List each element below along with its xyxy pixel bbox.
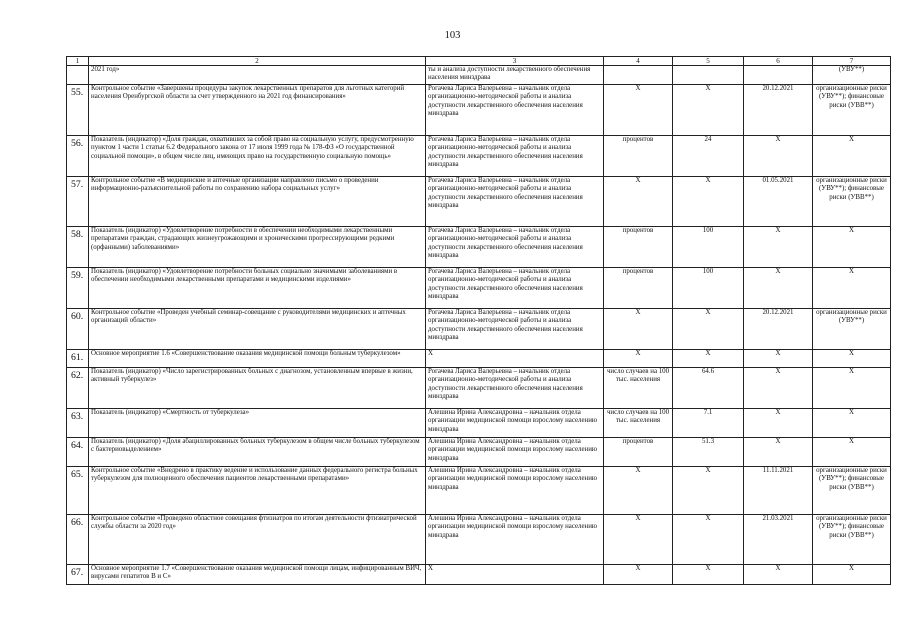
plan-table xyxy=(66,56,891,585)
deadline-date: X xyxy=(744,409,813,438)
unit-of-measure: число случаев на 100 тыс. населения xyxy=(604,368,673,409)
target-value: 64.6 xyxy=(673,368,744,409)
target-value: X xyxy=(673,177,744,227)
row-number: 56. xyxy=(67,136,89,177)
unit-of-measure: процентов xyxy=(604,136,673,177)
table-row xyxy=(67,409,891,438)
responsible: ты и анализа доступности лекарственного обеспечения населения минздрава xyxy=(426,66,604,85)
unit-of-measure: процентов xyxy=(604,438,673,467)
target-value: 24 xyxy=(673,136,744,177)
row-number: 64. xyxy=(67,438,89,467)
risk-description: организационные риски (УВУ**); финансовые риски (УВВ**) xyxy=(813,467,891,515)
column-header: 5 xyxy=(673,57,744,66)
table-row xyxy=(67,309,891,350)
table-row xyxy=(67,350,891,368)
risk-description: X xyxy=(813,565,891,585)
row-number: 59. xyxy=(67,268,89,309)
row-number: 63. xyxy=(67,409,89,438)
responsible: Алешина Ирина Александровна – начальник отдела организации медицинской помощи взрослому населению минздрава xyxy=(426,438,604,467)
column-header: 3 xyxy=(426,57,604,66)
risk-description: организационные риски (УВУ**); финансовые риски (УВВ**) xyxy=(813,85,891,136)
responsible: Рогачева Лариса Валерьевна – начальник отдела организационно-методической работы и анализа доступности лекарственного обеспечения населения минздрава xyxy=(426,309,604,350)
row-number: 62. xyxy=(67,368,89,409)
deadline-date: X xyxy=(744,565,813,585)
event-name: Показатель (индикатор) «Удовлетворение потребности в обеспечении необходимыми лекарственными препаратами граждан, страдающих жизнеугрожающими и хроническими прогрессирующими редкими (орфанными) заболеваниями» xyxy=(89,227,426,268)
risk-description: X xyxy=(813,350,891,368)
table-row xyxy=(67,66,891,85)
deadline-date: 01.05.2021 xyxy=(744,177,813,227)
unit-of-measure: X xyxy=(604,309,673,350)
target-value: X xyxy=(673,309,744,350)
deadline-date xyxy=(744,66,813,85)
unit-of-measure: X xyxy=(604,350,673,368)
column-header: 1 xyxy=(67,57,89,66)
table-row xyxy=(67,438,891,467)
table-row xyxy=(67,136,891,177)
unit-of-measure: X xyxy=(604,565,673,585)
deadline-date: X xyxy=(744,268,813,309)
event-name: Показатель (индикатор) «Смертность от туберкулеза» xyxy=(89,409,426,438)
column-header: 7 xyxy=(813,57,891,66)
risk-description: X xyxy=(813,409,891,438)
risk-description: организационные риски (УВУ**); финансовые риски (УВВ**) xyxy=(813,177,891,227)
target-value: X xyxy=(673,565,744,585)
row-number: 55. xyxy=(67,85,89,136)
event-name: Основное мероприятие 1.6 «Совершенствование оказания медицинской помощи больным туберкулезом» xyxy=(89,350,426,368)
responsible: Рогачева Лариса Валерьевна – начальник отдела организационно-методической работы и анализа доступности лекарственного обеспечения населения минздрава xyxy=(426,136,604,177)
risk-description: организационные риски (УВУ**) xyxy=(813,309,891,350)
row-number: 60. xyxy=(67,309,89,350)
page-number: 103 xyxy=(444,30,461,41)
table-row xyxy=(67,368,891,409)
column-header: 2 xyxy=(89,57,426,66)
responsible: Рогачева Лариса Валерьевна – начальник отдела организационно-методической работы и анализа доступности лекарственного обеспечения населения минздрава xyxy=(426,227,604,268)
unit-of-measure: число случаев на 100 тыс. населения xyxy=(604,409,673,438)
table-row xyxy=(67,85,891,136)
column-header-row xyxy=(67,57,891,66)
row-number xyxy=(67,66,89,85)
deadline-date: 20.12.2021 xyxy=(744,85,813,136)
responsible: Рогачева Лариса Валерьевна – начальник отдела организационно-методической работы и анализа доступности лекарственного обеспечения населения минздрава xyxy=(426,177,604,227)
event-name: Показатель (индикатор) «Доля абациллированных больных туберкулезом в общем числе больных туберкулезом с бактериовыделением» xyxy=(89,438,426,467)
unit-of-measure: X xyxy=(604,177,673,227)
target-value: X xyxy=(673,515,744,565)
deadline-date: 11.11.2021 xyxy=(744,467,813,515)
row-number: 66. xyxy=(67,515,89,565)
row-number: 57. xyxy=(67,177,89,227)
unit-of-measure: X xyxy=(604,515,673,565)
deadline-date: X xyxy=(744,136,813,177)
responsible: Алешина Ирина Александровна – начальник отдела организации медицинской помощи взрослому населению минздрава xyxy=(426,409,604,438)
responsible: Алешина Ирина Александровна – начальник отдела организации медицинской помощи взрослому населению минздрава xyxy=(426,515,604,565)
event-name: Контрольное событие «Завершены процедуры закупок лекарственных препаратов для льготных категорий населения Оренбургской области за счет утвержденного на 2021 год финансирования» xyxy=(89,85,426,136)
target-value: X xyxy=(673,85,744,136)
deadline-date: 21.03.2021 xyxy=(744,515,813,565)
event-name: Показатель (индикатор) «Удовлетворение потребности больных социально значимыми заболеваниями в обеспечении необходимыми лекарственными препаратами и медицинскими изделиями» xyxy=(89,268,426,309)
unit-of-measure: процентов xyxy=(604,227,673,268)
table-row xyxy=(67,268,891,309)
deadline-date: X xyxy=(744,350,813,368)
event-name: Контрольное событие «Внедрено в практику ведение и использование данных федерального регистра больных туберкулезом для полноценного обеспечения пациентов лекарственными препаратами» xyxy=(89,467,426,515)
unit-of-measure xyxy=(604,66,673,85)
risk-description: организационные риски (УВУ**); финансовые риски (УВВ**) xyxy=(813,515,891,565)
event-name: Контрольное событие «Проведено областное совещания фтизиатров по итогам деятельности фтизиатрической службы области за 2020 год» xyxy=(89,515,426,565)
table-row xyxy=(67,467,891,515)
risk-description: (УВУ**) xyxy=(813,66,891,85)
target-value xyxy=(673,66,744,85)
risk-description: X xyxy=(813,368,891,409)
target-value: 51.3 xyxy=(673,438,744,467)
target-value: X xyxy=(673,350,744,368)
unit-of-measure: процентов xyxy=(604,268,673,309)
deadline-date: 20.12.2021 xyxy=(744,309,813,350)
unit-of-measure: X xyxy=(604,467,673,515)
table-row xyxy=(67,515,891,565)
table-row xyxy=(67,565,891,585)
target-value: 100 xyxy=(673,268,744,309)
event-name: Контрольное событие «В медицинские и аптечные организации направлено письмо о проведении информационно-разъяснительной работы по сохранению набора социальных услуг» xyxy=(89,177,426,227)
row-number: 58. xyxy=(67,227,89,268)
row-number: 61. xyxy=(67,350,89,368)
event-name: Показатель (индикатор) «Доля граждан, охвативших за собой право на социальную услугу, предусмотренную пунктом 1 части 1 статьи 6.2 Федерального закона от 17 июля 1999 года № 178-ФЗ «О государственной социальной помощи», в общем числе лиц, имеющих право на государственную социальную помощь» xyxy=(89,136,426,177)
risk-description: X xyxy=(813,438,891,467)
responsible: Рогачева Лариса Валерьевна – начальник отдела организационно-методической работы и анализа доступности лекарственного обеспечения населения минздрава xyxy=(426,368,604,409)
responsible: Рогачева Лариса Валерьевна – начальник отдела организационно-методической работы и анализа доступности лекарственного обеспечения населения минздрава xyxy=(426,268,604,309)
responsible: X xyxy=(426,565,604,585)
deadline-date: X xyxy=(744,227,813,268)
deadline-date: X xyxy=(744,368,813,409)
event-name: Основное мероприятие 1.7 «Совершенствование оказания медицинской помощи лицам, инфицированным ВИЧ, вирусами гепатитов B и C» xyxy=(89,565,426,585)
unit-of-measure: X xyxy=(604,85,673,136)
event-name: Показатель (индикатор) «Число зарегистрированных больных с диагнозом, установленным впервые в жизни, активный туберкулез» xyxy=(89,368,426,409)
responsible: Рогачева Лариса Валерьевна – начальник отдела организационно-методической работы и анализа доступности лекарственного обеспечения населения минздрава xyxy=(426,85,604,136)
deadline-date: X xyxy=(744,438,813,467)
table-row xyxy=(67,227,891,268)
event-name: 2021 год» xyxy=(89,66,426,85)
target-value: X xyxy=(673,467,744,515)
target-value: 7.1 xyxy=(673,409,744,438)
responsible: X xyxy=(426,350,604,368)
risk-description: X xyxy=(813,227,891,268)
event-name: Контрольное событие «Проведен учебный семинар-совещание с руководителями медицинских и аптечных организаций области» xyxy=(89,309,426,350)
column-header: 4 xyxy=(604,57,673,66)
risk-description: X xyxy=(813,268,891,309)
column-header: 6 xyxy=(744,57,813,66)
risk-description: X xyxy=(813,136,891,177)
target-value: 100 xyxy=(673,227,744,268)
row-number: 65. xyxy=(67,467,89,515)
responsible: Алешина Ирина Александровна – начальник отдела организации медицинской помощи взрослому населению минздрава xyxy=(426,467,604,515)
table-row xyxy=(67,177,891,227)
row-number: 67. xyxy=(67,565,89,585)
